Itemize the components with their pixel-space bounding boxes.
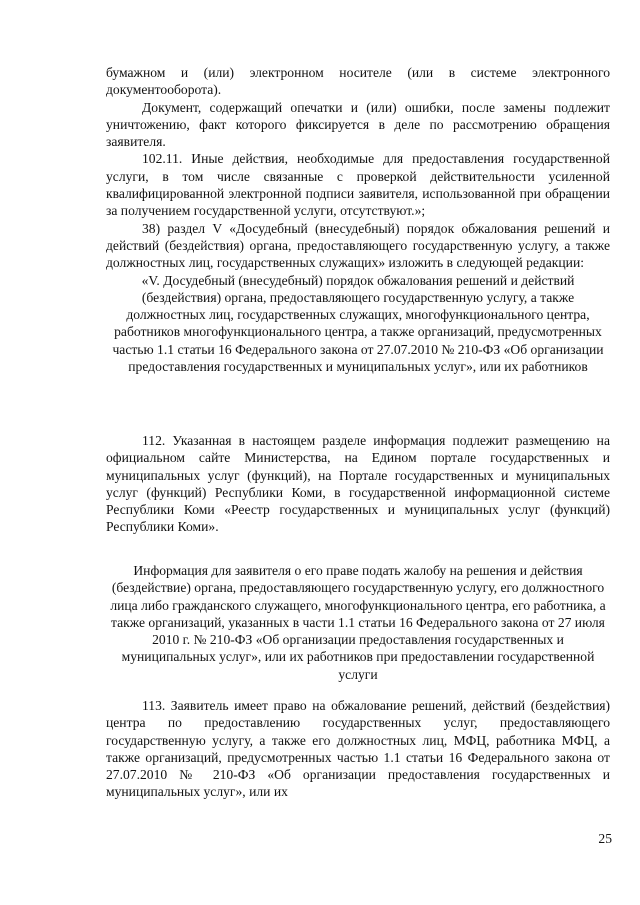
info-heading: Информация для заявителя о его праве подать жалобу на решения и действия (бездействие) органа, предоставляющего государственную услугу, его должностного лица либо гражданского служащего, многофункционального центра, его работника, а также организаций, указанных в части 1.1 статьи 16 Федерального закона от 27 июля 2010 г. № 210-ФЗ «Об организации предоставления государственных и муниципальных услуг», или их работников при предоставлении государственной услуги xyxy=(110,563,606,682)
paragraph-typo-destruction: Документ, содержащий опечатки и (или) ошибки, после замены подлежит уничтожению, факт которого фиксируется в деле по рассмотрению обращения заявителя. xyxy=(106,99,610,150)
paragraph-112: 112. Указанная в настоящем разделе информация подлежит размещению на официальном сайте Министерства, на Едином портале государственных и муниципальных услуг (функций), на Портале государственных и муниципальных услуг (функций) Республики Коми, в государственной информационной системе Республики Коми «Реестр государственных и муниципальных услуг (функций) Республики Коми». xyxy=(106,433,610,535)
text-block-113 xyxy=(106,697,610,801)
section-v-heading: «V. Досудебный (внесудебный) порядок обжалования решений и действий (бездействия) органа, предоставляющего государственную услугу, а также должностных лиц, государственных служащих, многофункционального центра, работников многофункционального центра, а также организаций, предусмотренных частью 1.1 статьи 16 Федерального закона от 27.07.2010 № 210-ФЗ «Об организации предоставления государственных и муниципальных услуг», или их работников xyxy=(112,272,604,375)
paragraph-113: 113. Заявитель имеет право на обжалование решений, действий (бездействия) центра по предоставлению государственных услуг, предоставляющего государственную услугу, а также его должностных лиц, МФЦ, работника МФЦ, а также организаций, предусмотренных частью 1.1 статьи 16 Федерального закона от 27.07.2010 № 210-ФЗ «Об организации предоставления государственных и муниципальных услуг», или их xyxy=(106,698,610,800)
paragraph-102-11: 102.11. Иные действия, необходимые для предоставления государственной услуги, в том числе связанные с проверкой действительности усиленной квалифицированной электронной подписи заявителя, использованной при обращении за получением государственной услуги, отсутствуют.»; xyxy=(106,151,610,219)
text-block-top xyxy=(106,64,610,375)
page-number: 25 xyxy=(598,831,612,846)
paragraph-item-38: 38) раздел V «Досудебный (внесудебный) порядок обжалования решений и действий (бездействия) органа, предоставляющего государственную услугу, а также должностных лиц, государственных служащих» изложить в следующей редакции: xyxy=(106,220,610,271)
text-block-112 xyxy=(106,432,610,536)
paragraph-continuation: бумажном и (или) электронном носителе (или в системе электронного документооборота). xyxy=(106,65,610,98)
text-block-info-heading xyxy=(106,562,610,683)
